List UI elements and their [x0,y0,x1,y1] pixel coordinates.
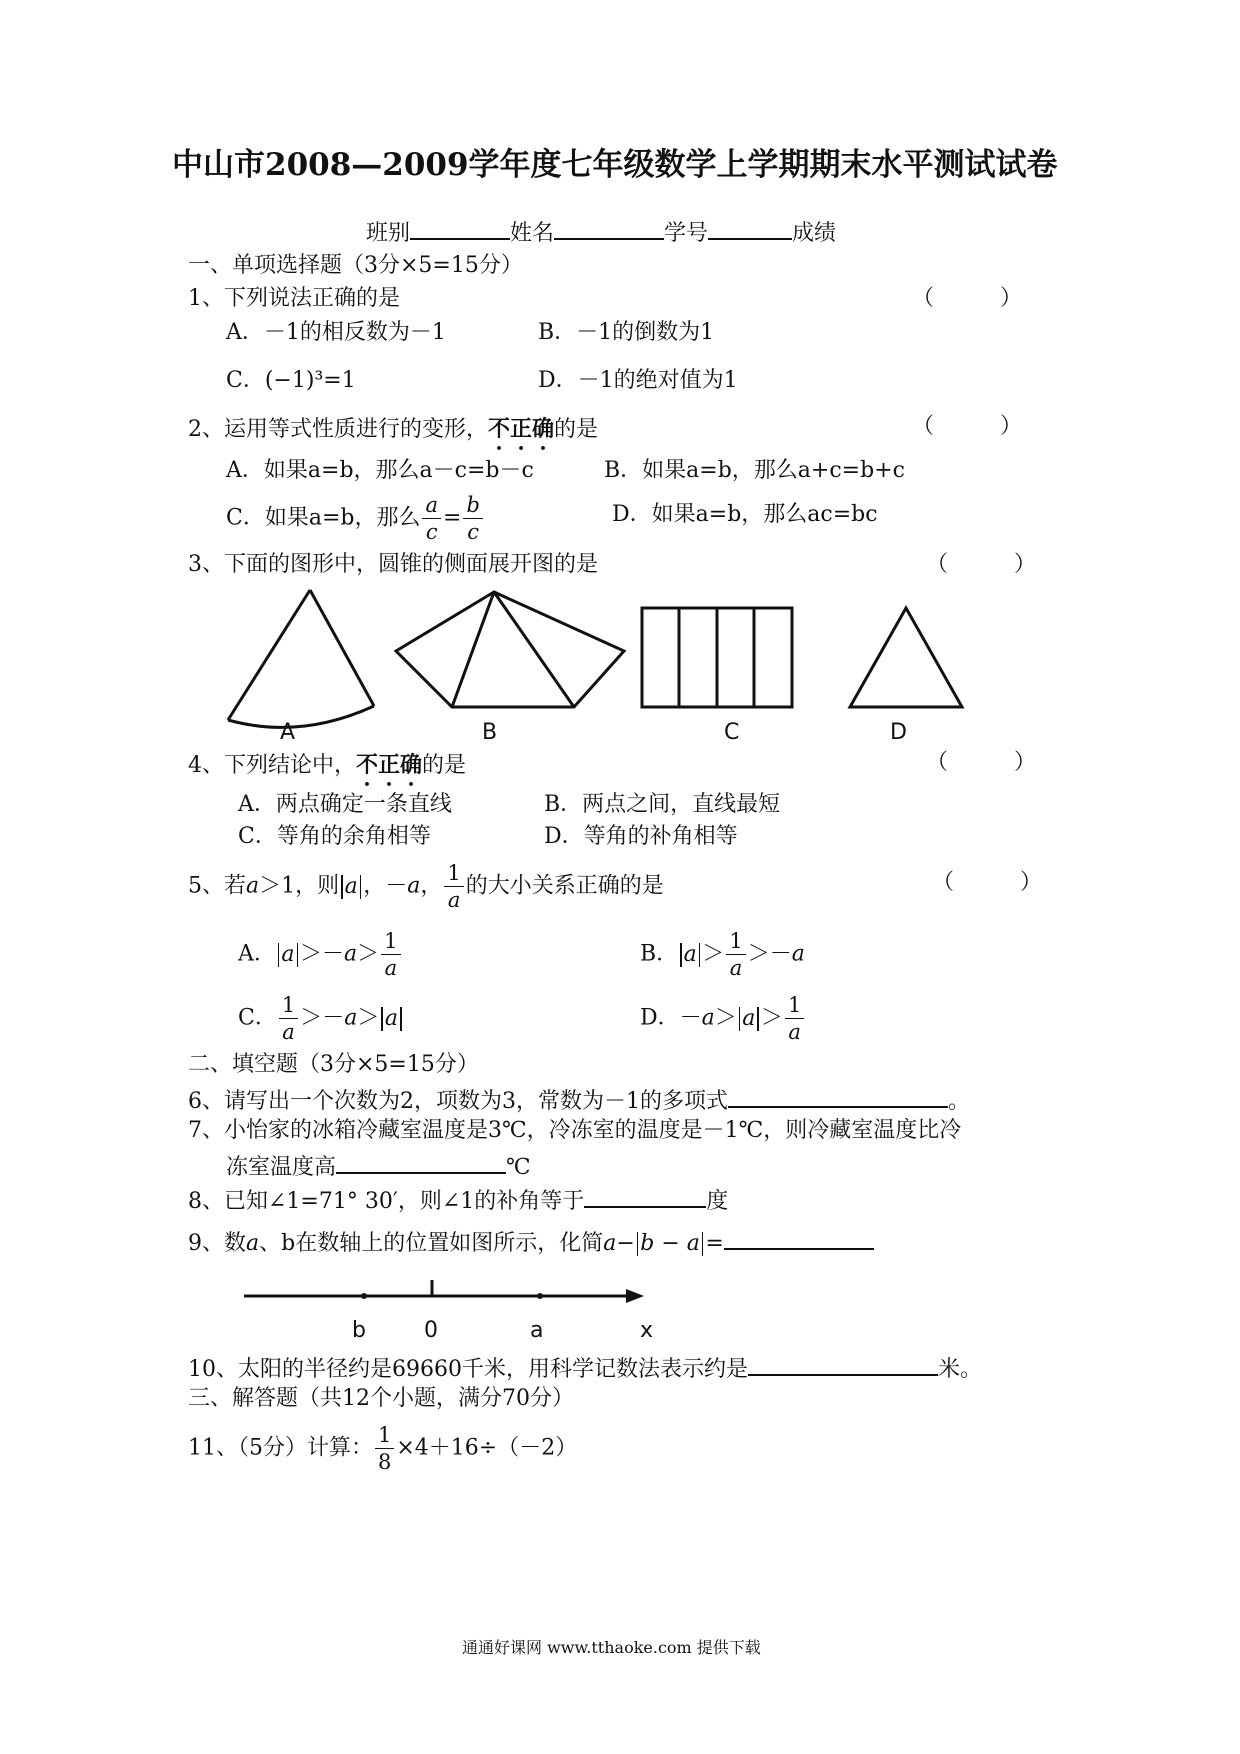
q2-answer-paren[interactable]: （ ） [912,414,1023,439]
q5-option-b: B． a ＞ $\frac{1}{a}$ ＞－a [640,929,805,981]
axis-label-b: b [352,1318,366,1343]
q9: 9、数a、b在数轴上的位置如图所示，化简a− b − a = [188,1230,874,1256]
q4-stem: 4、下列结论中，不正确的是 [188,752,467,778]
axis-label-x: x [640,1318,654,1343]
q4-answer-paren[interactable]: （ ） [926,750,1037,775]
page-title: 中山市2008—2009学年度七年级数学上学期期末水平测试试卷 [172,147,1058,183]
section2-heading: 二、填空题（3分×5=15分） [188,1052,479,1077]
q4-stem-emphasis: 不正确 [356,752,423,778]
q7-line1: 7、小怡家的冰箱冷藏室温度是3℃，冷冻室的温度是－1℃，则冷藏室温度比冷 [188,1118,962,1143]
name-label: 姓名 [510,221,555,246]
q11: 11、（5分）计算： $\frac{1}{8}$ ×4＋16÷（－2） [188,1423,578,1475]
q5-option-a: A． a ＞－a＞ $\frac{1}{a}$ [238,930,403,979]
q2-option-c: C．如果a=b，那么 $\frac{a}{c}$ = $\frac{b}{c}$ [226,494,485,543]
axis-label-a: a [530,1318,544,1343]
q2-option-b: B．如果a=b，那么a+c=b+c [604,458,905,483]
page-footer: 通通好课网 www.tthaoke.com 提供下载 [462,1638,761,1657]
q10: 10、太阳的半径约是69660千米，用科学记数法表示约是 米。 [188,1357,982,1382]
q5-answer-paren[interactable]: （ ） [932,870,1043,895]
q1-option-c-expr: (−1)³=1 [264,368,356,393]
axis-label-0: 0 [424,1318,438,1343]
score-label: 成绩 [792,221,837,246]
q6: 6、请写出一个次数为2，项数为3，常数为－1的多项式 。 [188,1089,971,1114]
class-label: 班别 [366,221,411,246]
q4-option-b: B．两点之间，直线最短 [544,792,781,817]
q5-option-d: D．－a＞ a ＞ $\frac{1}{a}$ [640,994,806,1043]
q1-option-b: B．－1的倒数为1 [538,320,715,345]
q2-fraction-b-over-c: $\frac{b}{c}$ [463,494,482,543]
section1-heading: 一、单项选择题（3分×5=15分） [188,253,523,278]
figure-b-label: B [482,720,498,745]
section3-heading: 三、解答题（共12个小题，满分70分） [188,1386,574,1411]
q4-option-d: D．等角的补角相等 [544,824,738,849]
figure-d-label: D [890,720,907,745]
q2-stem-emphasis: 不正确 [488,416,555,442]
q11-fraction: $\frac{1}{8}$ [375,1424,394,1473]
q8: 8、已知∠1=71° 30′，则∠1的补角等于 度 [188,1189,729,1214]
q10-answer-blank[interactable] [748,1356,938,1376]
q7-line2: 冻室温度高 ℃ [226,1155,531,1180]
number-line-arrow-icon [626,1289,644,1303]
q1-option-a: A．－1的相反数为－1 [226,320,446,345]
q3-stem: 3、下面的图形中，圆锥的侧面展开图的是 [188,552,598,577]
point-b-dot [361,1293,367,1299]
point-a-dot [537,1293,543,1299]
q1-stem: 1、下列说法正确的是 [188,286,400,311]
q1-option-c: C．(−1)³=1 [226,368,356,393]
q4-option-a: A．两点确定一条直线 [238,792,452,817]
id-label: 学号 [664,221,709,246]
q2-option-d: D．如果a=b，那么ac=bc [612,502,878,527]
figure-c-label: C [724,720,740,745]
q5-option-c: C． $\frac{1}{a}$ ＞－a＞ a [238,994,404,1043]
q2-stem: 2、运用等式性质进行的变形，不正确的是 [188,416,599,442]
q2-option-a: A．如果a=b，那么a－c=b－c [226,458,534,483]
q1-option-d: D．－1的绝对值为1 [538,368,738,393]
figure-a-label: A [280,720,296,745]
q2-fraction-a-over-c: $\frac{a}{c}$ [422,494,441,543]
q4-option-c: C．等角的余角相等 [238,824,431,849]
q1-answer-paren[interactable]: （ ） [912,286,1023,311]
q3-answer-paren[interactable]: （ ） [926,552,1037,577]
q5-stem: 5、若a＞1，则 a ，－a， $\frac{1}{a}$ 的大小关系正确的是 [188,861,664,913]
